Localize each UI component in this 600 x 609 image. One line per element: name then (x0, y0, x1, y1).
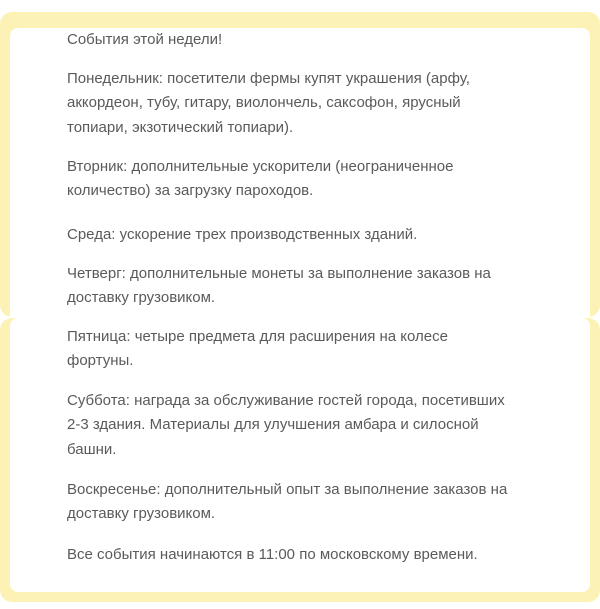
event-friday: Пятница: четыре предмета для расширения на колесе фортуны. (67, 328, 448, 370)
event-monday: Понедельник: посетители фермы купят украшения (арфу, аккордеон, тубу, гитару, виолончель, саксофон, ярусный топиари, экзотический топиари). (67, 70, 470, 136)
event-wednesday: Среда: ускорение трех производственных зданий. (67, 226, 418, 243)
events-title: События этой недели! (67, 31, 223, 48)
event-sunday: Воскресенье: дополнительный опыт за выполнение заказов на доставку грузовиком. (67, 481, 508, 523)
event-saturday: Суббота: награда за обслуживание гостей города, посетивших 2-3 здания. Материалы для улучшения амбара и силосной башни. (67, 392, 505, 458)
event-tuesday: Вторник: дополнительные ускорители (неограниченное количество) за загрузку пароходов. (67, 158, 454, 200)
events-footer-note: Все события начинаются в 11:00 по московскому времени. (67, 546, 478, 563)
event-thursday: Четверг: дополнительные монеты за выполнение заказов на доставку грузовиком. (67, 265, 491, 307)
